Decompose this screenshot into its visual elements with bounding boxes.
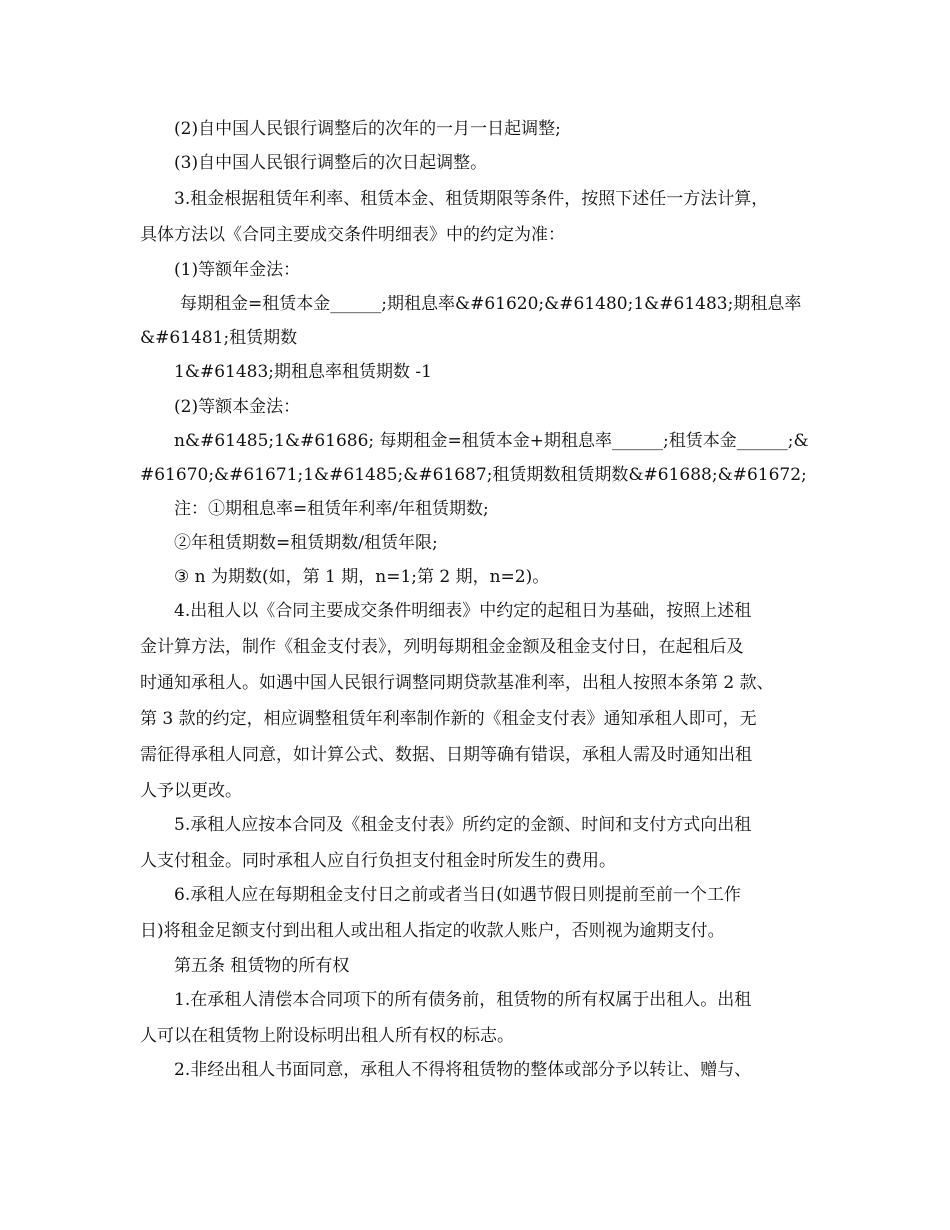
section-heading: 第五条 租赁物的所有权 <box>174 956 350 976</box>
paragraph-line: 人予以更改。 <box>140 781 242 801</box>
paragraph-line: 6.承租人应在每期租金支付日之前或者当日(如遇节假日则提前至前一个工作 <box>174 885 741 905</box>
paragraph-line: 金计算方法，制作《租金支付表》，列明每期租金金额及租金支付日，在起租后及 <box>140 637 744 657</box>
note-line: 注：①期租息率=租赁年利率/年租赁期数; <box>174 499 489 519</box>
formula-line: n&#61485;1&#61686; 每期租金=租赁本金+期租息率______;租赁本金______;& <box>174 431 809 451</box>
formula-line: &#61481;租赁期数 <box>140 328 298 348</box>
paragraph-line: 3.租金根据租赁年利率、租赁本金、租赁期限等条件，按照下述任一方法计算， <box>174 189 769 209</box>
formula-line: 1&#61483;期租息率租赁期数 -1 <box>174 362 432 382</box>
paragraph-line: 第 3 款的约定，相应调整租赁年利率制作新的《租金支付表》通知承租人即可，无 <box>140 709 757 729</box>
paragraph-line: 2.非经出租人书面同意，承租人不得将租赁物的整体或部分予以转让、赠与、 <box>174 1060 752 1080</box>
paragraph-line: 4.出租人以《合同主要成交条件明细表》中约定的起租日为基础，按照上述租 <box>174 601 752 621</box>
paragraph-line: 人支付租金。同时承租人应自行负担支付租金时所发生的费用。 <box>140 851 616 871</box>
paragraph-line: 人可以在租赁物上附设标明出租人所有权的标志。 <box>140 1026 514 1046</box>
paragraph-line: (2)等额本金法： <box>174 397 301 417</box>
paragraph-line: 具体方法以《合同主要成交条件明细表》中的约定为准： <box>140 225 565 245</box>
paragraph-line: (1)等额年金法： <box>174 260 301 280</box>
paragraph-line: (2)自中国人民银行调整后的次年的一月一日起调整; <box>174 119 561 139</box>
formula-line: #61670;&#61671;1&#61485;&#61687;租赁期数租赁期数&#61688;&#61672; <box>140 465 807 485</box>
note-line: ②年租赁期数=租赁期数/租赁年限; <box>174 533 438 553</box>
paragraph-line: 时通知承租人。如遇中国人民银行调整同期贷款基准利率，出租人按照本条第 2 款、 <box>140 673 774 693</box>
paragraph-line: 5.承租人应按本合同及《租金支付表》所约定的金额、时间和支付方式向出租 <box>174 815 752 835</box>
formula-line: 每期租金=租赁本金______;期租息率&#61620;&#61480;1&#61483;期租息率 <box>180 294 802 314</box>
paragraph-line: (3)自中国人民银行调整后的次日起调整。 <box>174 153 488 173</box>
paragraph-line: 日)将租金足额支付到出租人或出租人指定的收款人账户，否则视为逾期支付。 <box>140 921 725 941</box>
paragraph-line: 需征得承租人同意，如计算公式、数据、日期等确有错误，承租人需及时通知出租 <box>140 745 752 765</box>
paragraph-line: 1.在承租人清偿本合同项下的所有债务前，租赁物的所有权属于出租人。出租 <box>174 990 752 1010</box>
note-line: ③ n 为期数(如，第 1 期，n=1;第 2 期，n=2)。 <box>174 567 550 587</box>
